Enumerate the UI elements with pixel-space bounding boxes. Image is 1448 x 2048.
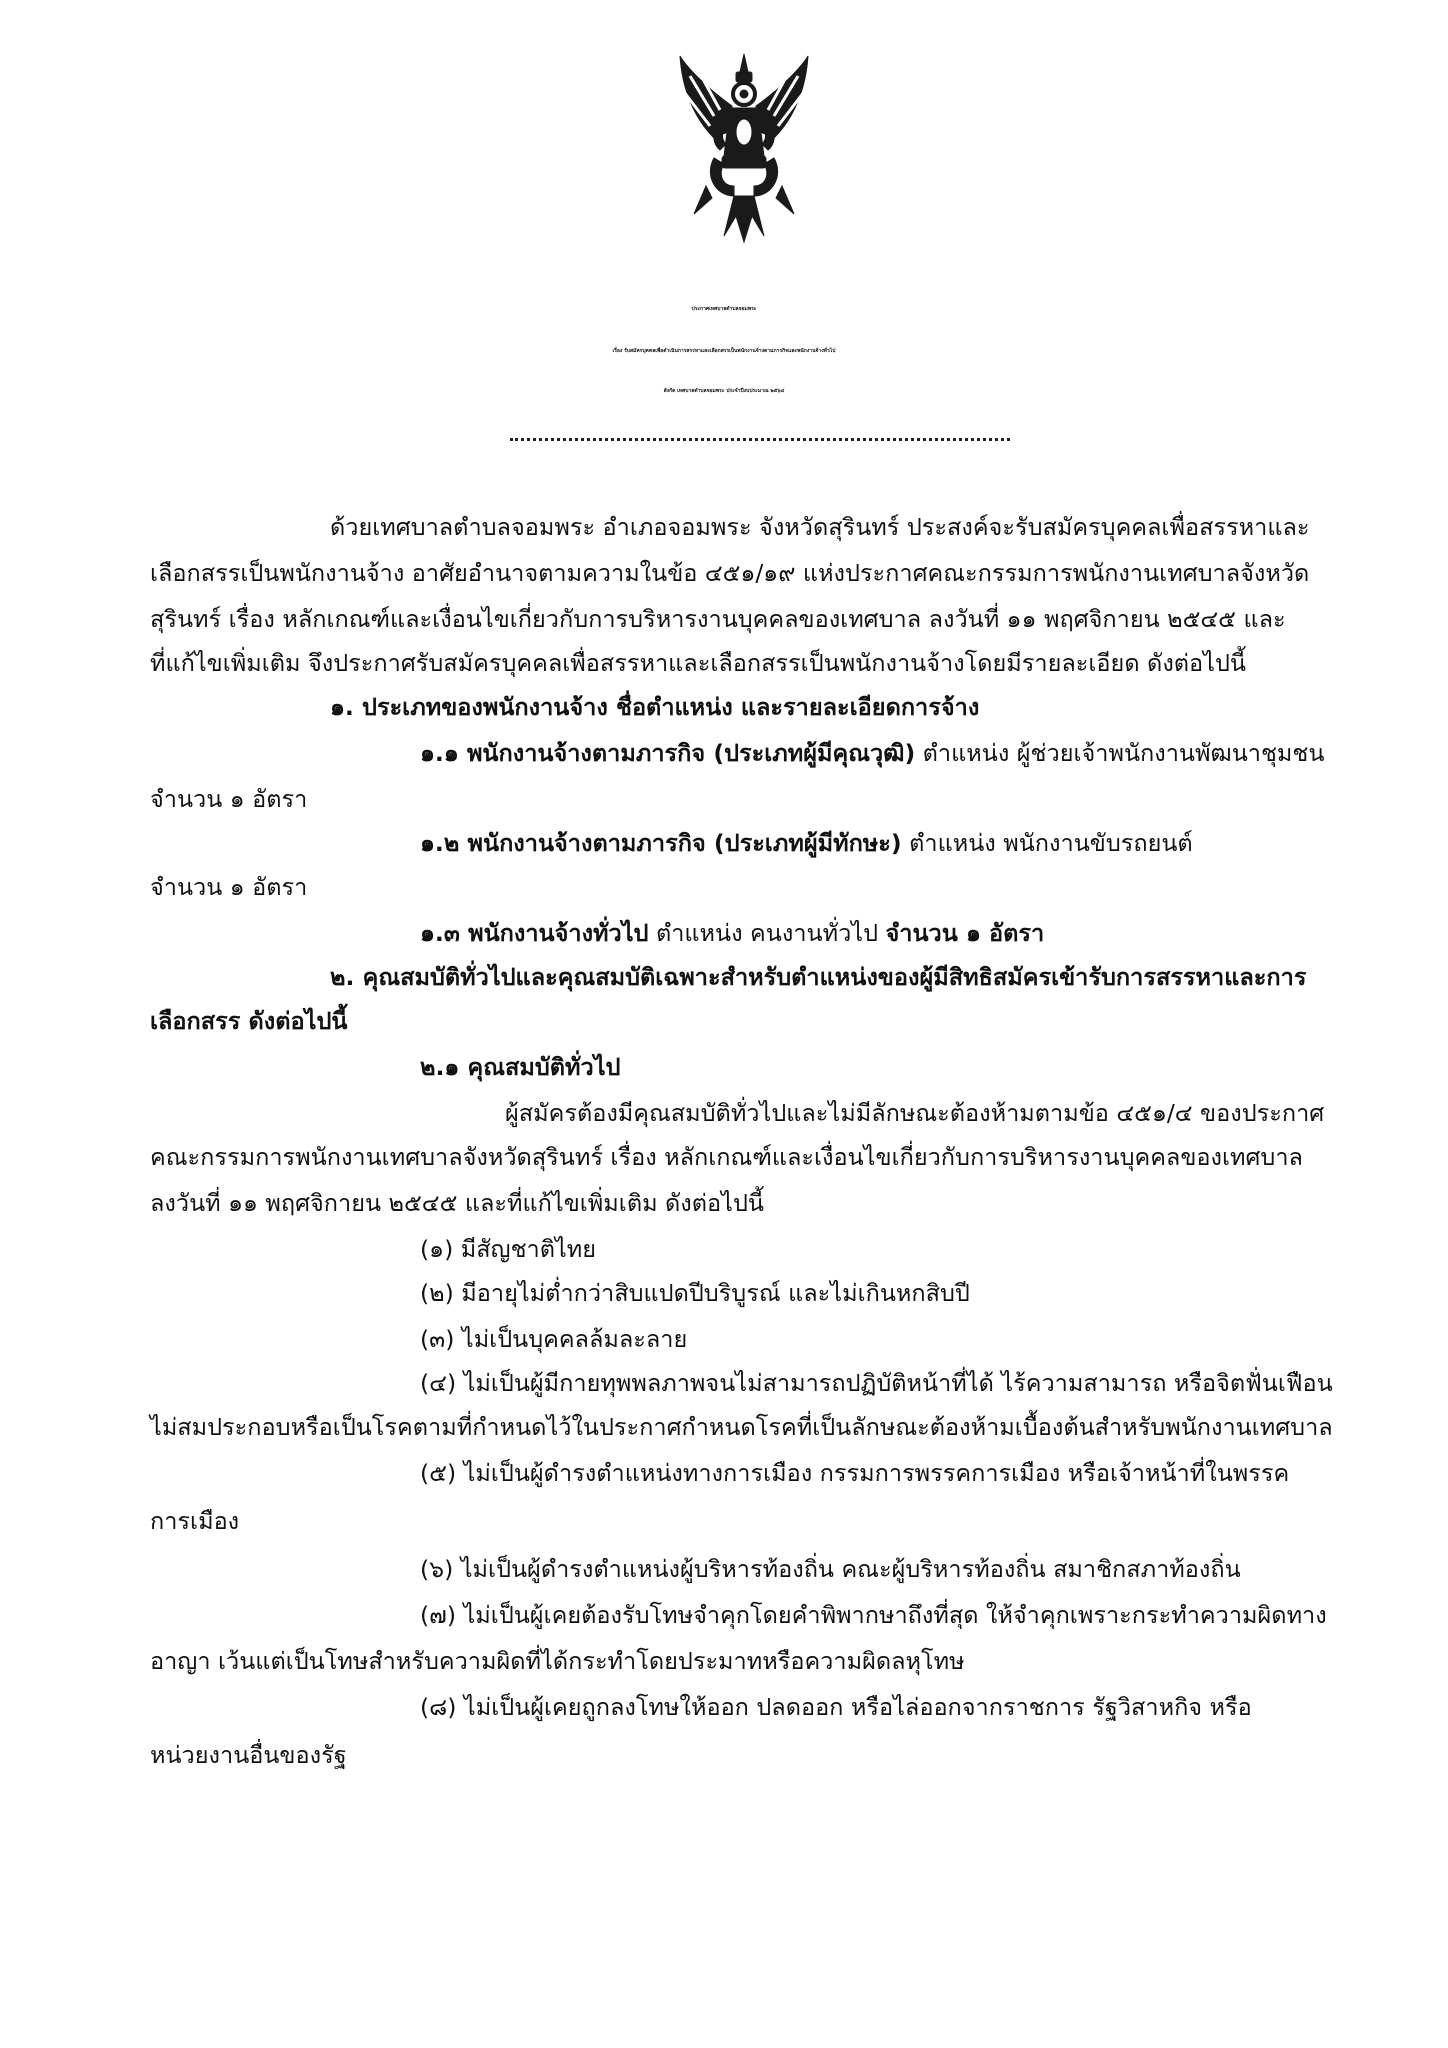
item2-count: จำนวน ๑ อัตรา <box>150 873 308 901</box>
intro-line-4: ที่แก้ไขเพิ่มเติม จึงประกาศรับสมัครบุคคลเพื่อสรรหาและเลือกสรรเป็นพนักงานจ้างโดยมีรายละเอียด ดังต่อไปนี้ <box>150 649 1246 677</box>
item2-type: ๑.๒ พนักงานจ้างตามภารกิจ (ประเภทผู้มีทักษะ) <box>420 829 902 857</box>
qualification-para-1: ผู้สมัครต้องมีคุณสมบัติทั่วไปและไม่มีลักษณะต้องห้ามตามข้อ ๔๕๑/๔ ของประกาศ <box>505 1099 1325 1127</box>
qualification-para-3: ลงวันที่ ๑๑ พฤศจิกายน ๒๕๔๕ และที่แก้ไขเพิ่มเติม ดังต่อไปนี้ <box>150 1189 764 1217</box>
qualification-item-1: (๑) มีสัญชาติไทย <box>420 1235 597 1263</box>
qualification-item-6: (๖) ไม่เป็นผู้ดำรงตำแหน่งผู้บริหารท้องถิ่น คณะผู้บริหารท้องถิ่น สมาชิกสภาท้องถิ่น <box>420 1555 1241 1583</box>
item1-type: ๑.๑ พนักงานจ้างตามภารกิจ (ประเภทผู้มีคุณวุฒิ) <box>420 739 916 767</box>
qualification-item-2: (๒) มีอายุไม่ต่ำกว่าสิบแปดปีบริบูรณ์ และไม่เกินหกสิบปี <box>420 1279 970 1307</box>
section1-item2 <box>420 826 1193 860</box>
qualification-item-7-cont: อาญา เว้นแต่เป็นโทษสำหรับความผิดที่ได้กระทำโดยประมาทหรือความผิดลหุโทษ <box>150 1647 965 1675</box>
section1-item3 <box>420 916 1044 950</box>
dotted-divider <box>510 438 1010 441</box>
intro-line-3: สุรินทร์ เรื่อง หลักเกณฑ์และเงื่อนไขเกี่ยวกับการบริหารงานบุคคลของเทศบาล ลงวันที่ ๑๑ พฤศจิกายน ๒๕๔๕ และ <box>150 605 1286 633</box>
garuda-emblem-icon <box>674 46 814 246</box>
announcement-title: ประกาศเทศบาลตำบลจอมพระ <box>691 306 757 312</box>
section1-heading: ๑. ประเภทของพนักงานจ้าง ชื่อตำแหน่ง และรายละเอียดการจ้าง <box>330 693 980 721</box>
qualification-item-3: (๓) ไม่เป็นบุคคลล้มละลาย <box>420 1325 688 1353</box>
qualification-item-5: (๕) ไม่เป็นผู้ดำรงตำแหน่งทางการเมือง กรรมการพรรคการเมือง หรือเจ้าหน้าที่ในพรรค <box>420 1459 1290 1487</box>
section2-subheading: ๒.๑ คุณสมบัติทั่วไป <box>420 1053 621 1081</box>
intro-line-1: ด้วยเทศบาลตำบลจอมพระ อำเภอจอมพระ จังหวัดสุรินทร์ ประสงค์จะรับสมัครบุคคลเพื่อสรรหาและ <box>330 513 1310 541</box>
qualification-item-8-cont: หน่วยงานอื่นของรัฐ <box>150 1741 347 1769</box>
item3-count: จำนวน ๑ อัตรา <box>885 919 1045 947</box>
section2-heading-line2: เลือกสรร ดังต่อไปนี้ <box>150 1007 348 1035</box>
item1-position: ตำแหน่ง ผู้ช่วยเจ้าพนักงานพัฒนาชุมชน <box>915 739 1325 767</box>
announcement-affiliation: สังกัด เทศบาลตำบลจอมพระ ประจำปีงบประมาณ ๒๕๖๔ <box>663 388 785 394</box>
qualification-item-4: (๔) ไม่เป็นผู้มีกายทุพพลภาพจนไม่สามารถปฏิบัติหน้าที่ได้ ไร้ความสามารถ หรือจิตฟั่นเฟือน <box>420 1369 1333 1397</box>
item3-type: ๑.๓ พนักงานจ้างทั่วไป <box>420 919 649 947</box>
intro-line-2: เลือกสรรเป็นพนักงานจ้าง อาศัยอำนาจตามความในข้อ ๔๕๑/๑๙ แห่งประกาศคณะกรรมการพนักงานเทศบาลจังหวัด <box>150 559 1310 587</box>
qualification-para-2: คณะกรรมการพนักงานเทศบาลจังหวัดสุรินทร์ เรื่อง หลักเกณฑ์และเงื่อนไขเกี่ยวกับการบริหารงานบุคคลของเทศบาล <box>150 1143 1303 1171</box>
announcement-subject: เรื่อง รับสมัครบุคคลเพื่อดำเนินการสรรหาและเลือกสรรเป็นพนักงานจ้างตามภารกิจและพนักงานจ้างทั่วไป <box>612 348 836 354</box>
section2-heading-line1: ๒. คุณสมบัติทั่วไปและคุณสมบัติเฉพาะสำหรับตำแหน่งของผู้มีสิทธิสมัครเข้ารับการสรรหาและการ <box>330 963 1307 991</box>
item1-count: จำนวน ๑ อัตรา <box>150 785 308 813</box>
qualification-item-4-cont: ไม่สมประกอบหรือเป็นโรคตามที่กำหนดไว้ในประกาศกำหนดโรคที่เป็นลักษณะต้องห้ามเบื้องต้นสำหรับพนักงานเทศบาล <box>150 1413 1333 1441</box>
item2-position: ตำแหน่ง พนักงานขับรถยนต์ <box>901 829 1193 857</box>
section1-item1 <box>420 736 1324 770</box>
item3-position: ตำแหน่ง คนงานทั่วไป <box>648 919 886 947</box>
qualification-item-8: (๘) ไม่เป็นผู้เคยถูกลงโทษให้ออก ปลดออก หรือไล่ออกจากราชการ รัฐวิสาหกิจ หรือ <box>420 1693 1252 1721</box>
qualification-item-7: (๗) ไม่เป็นผู้เคยต้องรับโทษจำคุกโดยคำพิพากษาถึงที่สุด ให้จำคุกเพราะกระทำความผิดทาง <box>420 1601 1327 1629</box>
qualification-item-5-cont: การเมือง <box>150 1507 240 1535</box>
